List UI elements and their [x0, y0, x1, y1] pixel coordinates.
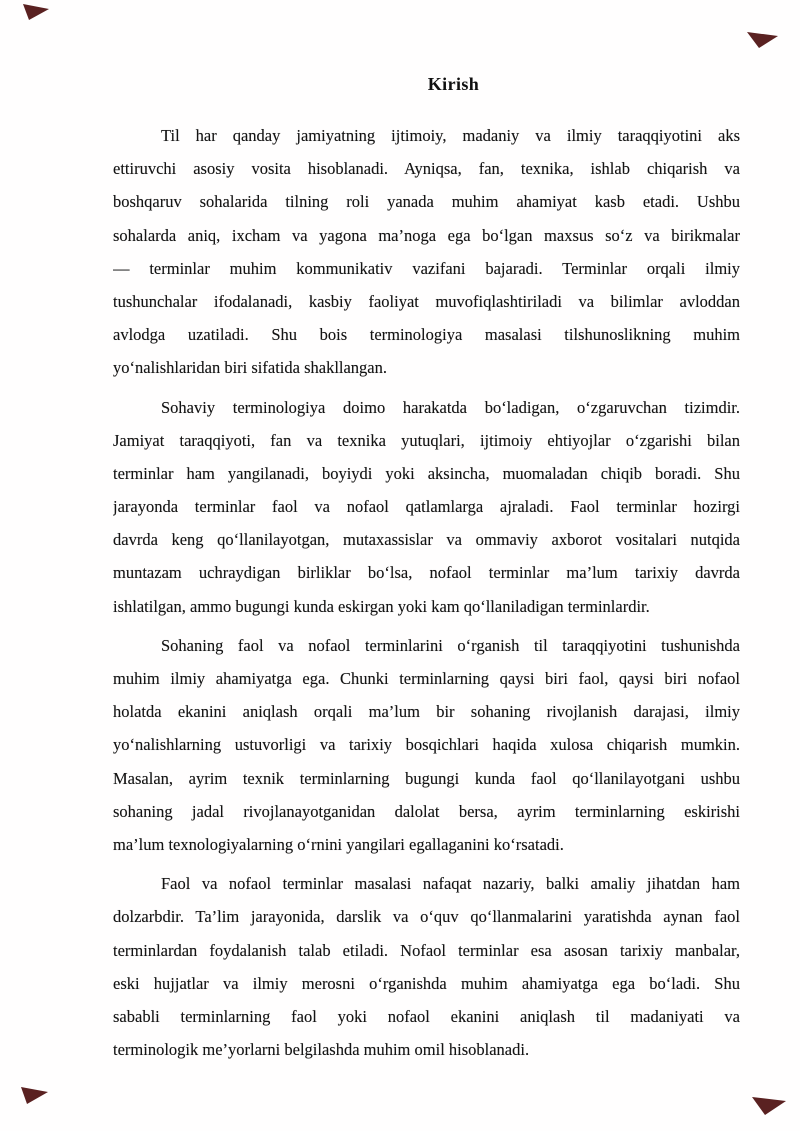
text-line: sohalarda aniq, ixcham va yagona ma’noga ega boʻlgan maxsus soʻz va birikmalar	[113, 225, 740, 245]
text-line: Faol va nofaol terminlar masalasi nafaqat nazariy, balki amaliy jihatdan ham	[161, 874, 740, 894]
text-line: yoʻnalishlaridan biri sifatida shakllangan.	[113, 358, 388, 378]
scan-corner-artifact-top-left	[14, 0, 60, 26]
paragraph	[113, 391, 740, 623]
page-title: Kirish	[427, 74, 480, 94]
paragraph	[113, 629, 740, 861]
text-line: Sohaviy terminologiya doimo harakatda boʻladigan, oʻzgaruvchan tizimdir.	[161, 397, 740, 417]
paragraph	[113, 867, 740, 1066]
text-line: holatda ekanini aniqlash orqali ma’lum bir sohaning rivojlanish darajasi, ilmiy	[113, 702, 740, 722]
document-body	[113, 119, 740, 1066]
text-line: yoʻnalishlarning ustuvorligi va tarixiy bosqichlari haqida xulosa chiqarish mumkin.	[113, 735, 740, 755]
text-line: ma’lum texnologiyalarning oʻrnini yangilari egallaganini koʻrsatadi.	[113, 834, 564, 854]
text-line: eski hujjatlar va ilmiy merosni oʻrganishda muhim ahamiyatga ega boʻladi. Shu	[113, 973, 740, 993]
scan-corner-artifact-top-right	[740, 25, 788, 53]
text-line: ishlatilgan, ammo bugungi kunda eskirgan yoki kam qoʻllaniladigan terminlardir.	[113, 596, 650, 616]
scan-corner-artifact-bottom-left	[13, 1081, 59, 1109]
text-line: Sohaning faol va nofaol terminlarini oʻrganish til taraqqiyotini tushunishda	[161, 635, 740, 655]
text-line: dolzarbdir. Ta’lim jarayonida, darslik va oʻquv qoʻllanmalarini yaratishda aynan faol	[113, 907, 740, 927]
text-line: boshqaruv sohalarida tilning roli yanada muhim ahamiyat kasb etadi. Ushbu	[113, 192, 740, 212]
text-line: ettiruvchi asosiy vosita hisoblanadi. Ayniqsa, fan, texnika, ishlab chiqarish va	[113, 159, 740, 179]
text-line: Til har qanday jamiyatning ijtimoiy, madaniy va ilmiy taraqqiyotini aks	[161, 126, 740, 145]
text-line: terminlardan foydalanish talab etiladi. Nofaol terminlar esa asosan tarixiy manbalar,	[113, 940, 740, 960]
text-line: jarayonda terminlar faol va nofaol qatlamlarga ajraladi. Faol terminlar hozirgi	[113, 497, 740, 517]
text-line: muhim ilmiy ahamiyatga ega. Chunki terminlarning qaysi biri faol, qaysi biri nofaol	[113, 669, 740, 688]
text-line: — terminlar muhim kommunikativ vazifani bajaradi. Terminlar orqali ilmiy	[113, 258, 740, 278]
text-line: muntazam uchraydigan birliklar boʻlsa, nofaol terminlar ma’lum tarixiy davrda	[113, 563, 740, 583]
scan-corner-artifact-bottom-right	[744, 1088, 796, 1120]
text-line: sababli terminlarning faol yoki nofaol ekanini aniqlash til madaniyati va	[113, 1006, 740, 1026]
text-line: terminlar ham yangilanadi, boyiydi yoki aksincha, muomaladan chiqib boradi. Shu	[113, 463, 740, 483]
paragraph	[113, 119, 740, 385]
text-line: Masalan, ayrim texnik terminlarning bugungi kunda faol qoʻllanilayotgani ushbu	[113, 768, 740, 788]
text-line: Jamiyat taraqqiyoti, fan va texnika yutuqlari, ijtimoiy ehtiyojlar oʻzgarishi bilan	[113, 430, 740, 450]
text-line: avlodga uzatiladi. Shu bois terminologiya masalasi tilshunoslikning muhim	[113, 325, 740, 345]
text-line: sohaning jadal rivojlanayotganidan dalolat bersa, ayrim terminlarning eskirishi	[113, 801, 740, 821]
text-line: tushunchalar ifodalanadi, kasbiy faoliyat muvofiqlashtiriladi va bilimlar avloddan	[113, 291, 740, 311]
text-line: davrda keng qoʻllanilayotgan, mutaxassislar va ommaviy axborot vositalari nutqida	[113, 530, 740, 550]
text-line: terminologik me’yorlarni belgilashda muhim omil hisoblanadi.	[113, 1040, 530, 1060]
